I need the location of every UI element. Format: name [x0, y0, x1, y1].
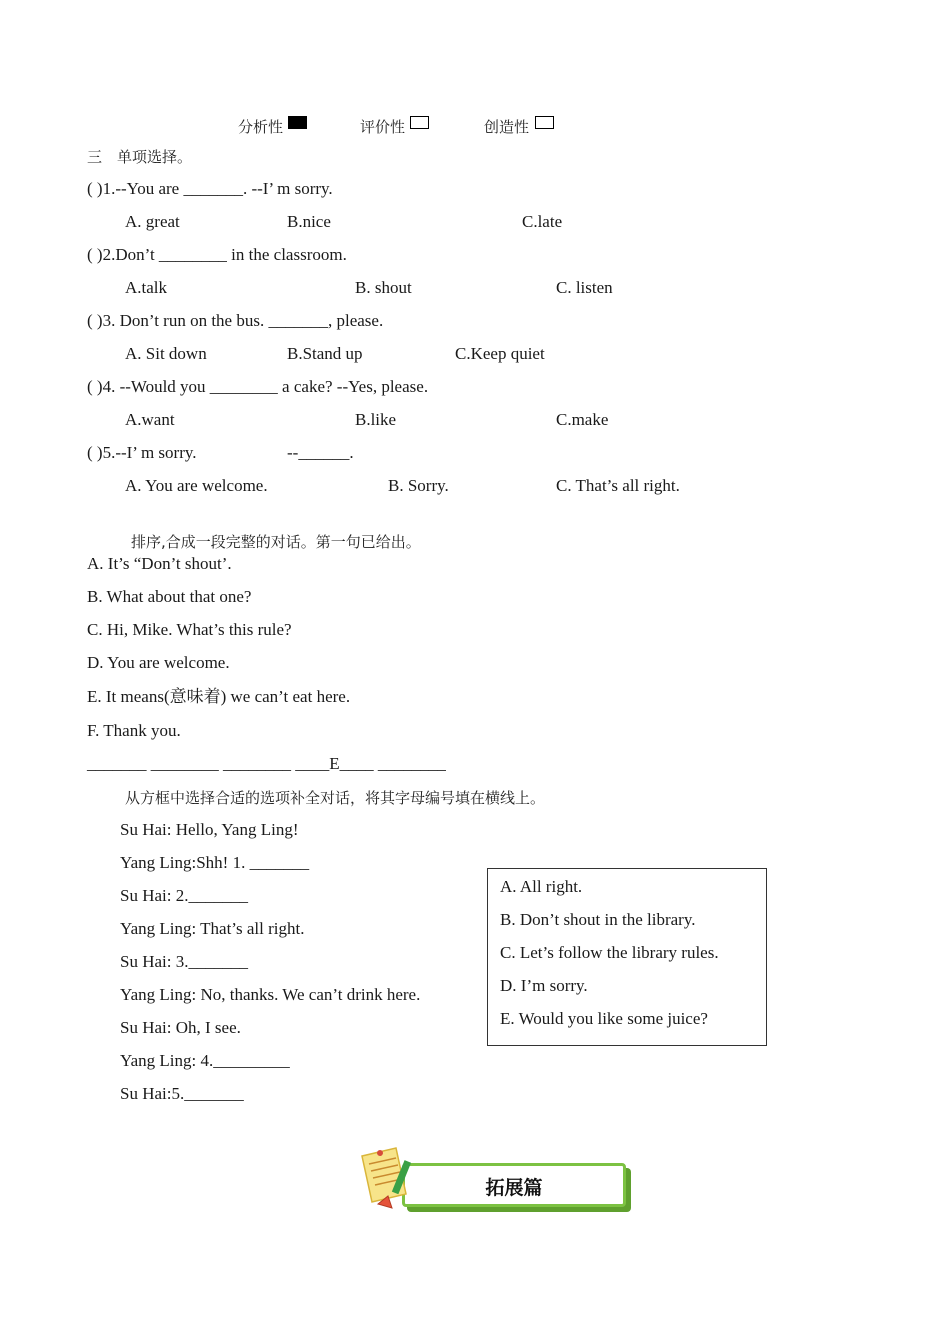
dialogue-line-6: Yang Ling: No, thanks. We can’t drink here.	[120, 985, 421, 1004]
notepad-pencil-icon	[356, 1146, 418, 1212]
question-5-option-a: A. You are welcome.	[125, 476, 268, 495]
question-5-stem: ( )5.--I’ m sorry.	[87, 443, 197, 462]
option-a: A. All right.	[500, 877, 583, 896]
ordering-item-e: E. It means(意味着) we can’t eat here.	[87, 687, 351, 706]
question-5-answer-blank: --______.	[287, 443, 354, 462]
question-4-option-a: A.want	[125, 410, 175, 429]
question-3-option-c: C.Keep quiet	[455, 344, 545, 363]
ordering-instruction: 排序,合成一段完整的对话。第一句已给出。	[131, 533, 421, 551]
ordering-item-f: F. Thank you.	[87, 721, 181, 740]
section-banner	[402, 1163, 626, 1207]
question-4-option-c: C.make	[556, 410, 609, 429]
question-4-option-b: B.like	[355, 410, 397, 429]
option-b: B. Don’t shout in the library.	[500, 910, 696, 929]
question-2-option-b: B. shout	[355, 278, 412, 297]
question-2-option-c: C. listen	[556, 278, 613, 297]
legend-analytic-box	[288, 116, 307, 129]
dialogue-line-1: Su Hai: Hello, Yang Ling!	[120, 820, 299, 839]
ordering-item-d: D. You are welcome.	[87, 653, 230, 672]
question-4-stem: ( )4. --Would you ________ a cake? --Yes, please.	[87, 377, 429, 396]
legend-creative-label: 创造性	[484, 118, 530, 136]
dialogue-line-9: Su Hai:5._______	[120, 1084, 244, 1103]
ordering-item-c: C. Hi, Mike. What’s this rule?	[87, 620, 292, 639]
question-2-option-a: A.talk	[125, 278, 168, 297]
question-3-option-a: A. Sit down	[125, 344, 207, 363]
legend-evaluative-box	[410, 116, 429, 129]
banner-title: 拓展篇	[485, 1177, 543, 1199]
question-3-stem: ( )3. Don’t run on the bus. _______, please.	[87, 311, 384, 330]
dialogue-line-4: Yang Ling: That’s all right.	[120, 919, 305, 938]
option-c: C. Let’s follow the library rules.	[500, 943, 719, 962]
dialogue-line-3: Su Hai: 2._______	[120, 886, 248, 905]
legend-evaluative-label: 评价性	[360, 118, 406, 136]
option-e: E. Would you like some juice?	[500, 1009, 708, 1028]
question-3-option-b: B.Stand up	[287, 344, 363, 363]
question-1-option-c: C.late	[522, 212, 563, 231]
legend-analytic-label: 分析性	[238, 118, 284, 136]
ordering-item-a: A. It’s “Don’t shout’.	[87, 554, 232, 573]
question-5-option-c: C. That’s all right.	[556, 476, 680, 495]
options-box	[487, 868, 767, 1046]
question-1-option-a: A. great	[125, 212, 180, 231]
question-1-stem: ( )1.--You are _______. --I’ m sorry.	[87, 179, 333, 198]
dialogue-instruction: 从方框中选择合适的选项补全对话，将其字母编号填在横线上。	[125, 789, 546, 807]
dialogue-line-2: Yang Ling:Shh! 1. _______	[120, 853, 310, 872]
ordering-answer-line: _______ ________ ________ ____E____ ________	[87, 754, 446, 773]
legend-creative-box	[535, 116, 554, 129]
question-1-option-b: B.nice	[287, 212, 331, 231]
question-5-option-b: B. Sorry.	[388, 476, 449, 495]
question-2-stem: ( )2.Don’t ________ in the classroom.	[87, 245, 347, 264]
ordering-item-b: B. What about that one?	[87, 587, 252, 606]
section3-title: 三 单项选择。	[87, 148, 193, 166]
dialogue-line-5: Su Hai: 3._______	[120, 952, 248, 971]
dialogue-line-7: Su Hai: Oh, I see.	[120, 1018, 241, 1037]
dialogue-line-8: Yang Ling: 4._________	[120, 1051, 290, 1070]
option-d: D. I’m sorry.	[500, 976, 588, 995]
